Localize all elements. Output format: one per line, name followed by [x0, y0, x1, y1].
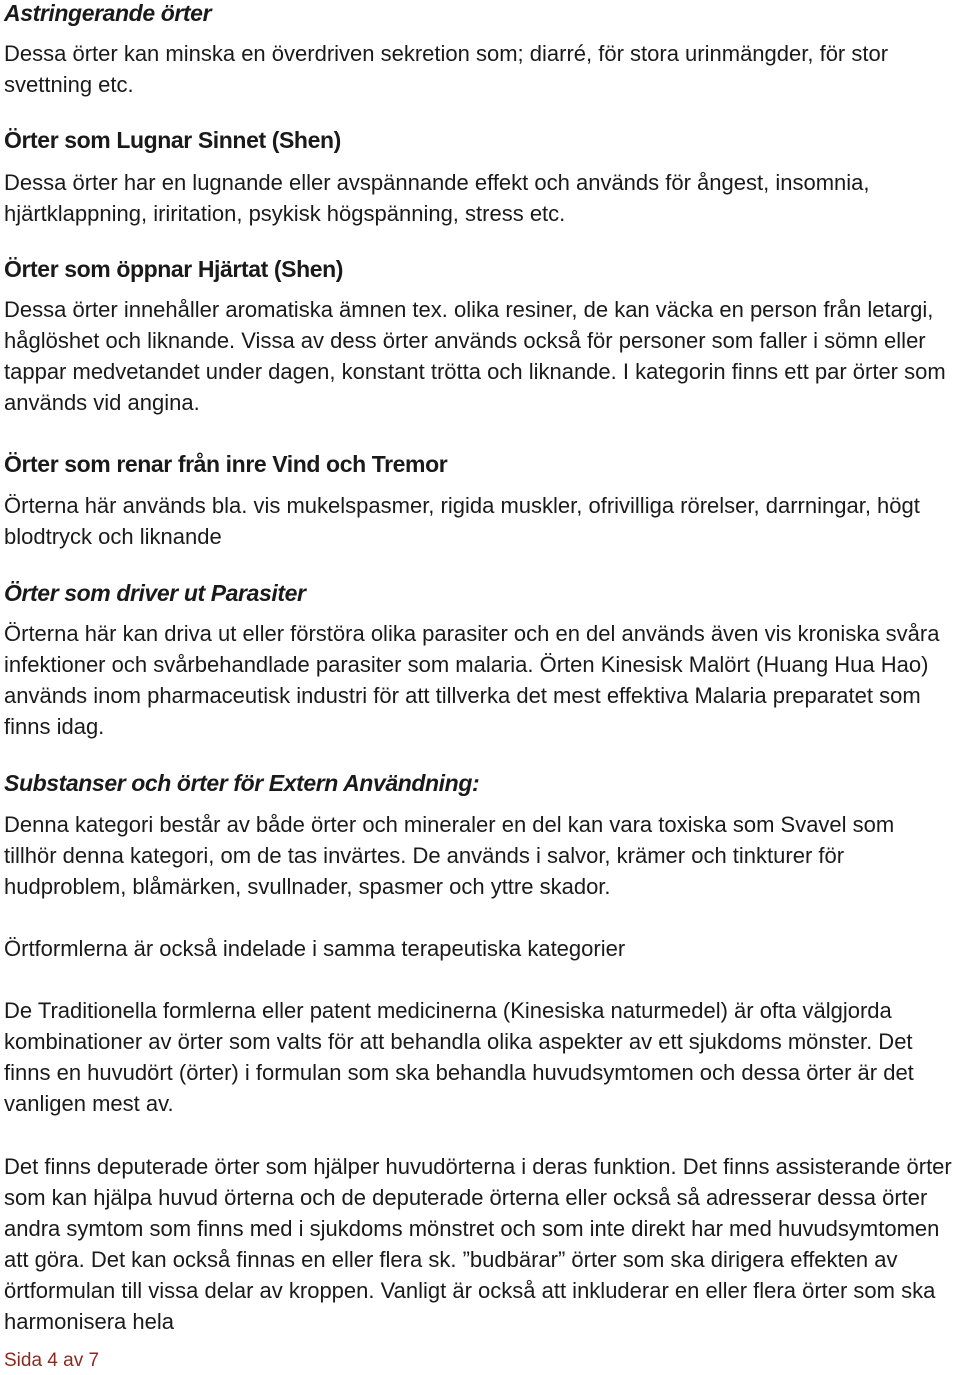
paragraph-formulas-intro: Örtformlerna är också indelade i samma terapeutiska kategorier [4, 936, 626, 961]
heading-external: Substanser och örter för Extern Användning: [4, 770, 480, 796]
paragraph-parasites: Örterna här kan driva ut eller förstöra olika parasiter och en del används även vis kroniska svåra infektioner och svårbehandlade parasiter som malaria. Örten Kinesisk Malört (Huang Hua Hao) används inom pharmaceutisk industri för att tillverka det mest effektiva Malaria preparatet som finns idag. [4, 621, 940, 739]
paragraph-astringent: Dessa örter kan minska en överdriven sekretion som; diarré, för stora urinmängder, för stor svettning etc. [4, 41, 889, 97]
heading-inner-wind: Örter som renar från inre Vind och Tremor [4, 451, 448, 477]
heading-astringent: Astringerande örter [4, 0, 212, 26]
paragraph-open-heart: Dessa örter innehåller aromatiska ämnen tex. olika resiner, de kan väcka en person från letargi, håglöshet och liknande. Vissa av dess örter används också för personer som faller i sömn eller tappar medvetandet under dagen, konstant trötta och liknande. I kategorin finns ett par örter som används vid angina. [4, 297, 946, 415]
heading-open-heart: Örter som öppnar Hjärtat (Shen) [4, 256, 344, 282]
heading-parasites: Örter som driver ut Parasiter [4, 580, 306, 606]
paragraph-deputies: Det finns deputerade örter som hjälper huvudörterna i deras funktion. Det finns assisterande örter som kan hjälpa huvud örterna och de deputerade örterna eller också så adresserar dessa örter andra symtom som finns med i sjukdoms mönstret och som inte direkt har med huvudsymtomen att göra. Det kan också finnas en eller flera sk. ”budbärar” örter som ska dirigera effekten av örtformulan till vissa delar av kroppen. Vanligt är också att inkluderar en eller flera örter som ska harmonisera hela [4, 1154, 952, 1334]
heading-calm-mind: Örter som Lugnar Sinnet (Shen) [4, 127, 341, 153]
paragraph-external: Denna kategori består av både örter och mineraler en del kan vara toxiska som Svavel som tillhör denna kategori, om de tas invärtes. De används i salvor, krämer och tinkturer för hudproblem, blåmärken, svullnader, spasmer och yttre skador. [4, 812, 895, 899]
paragraph-traditional: De Traditionella formlerna eller patent medicinerna (Kinesiska naturmedel) är ofta välgjorda kombinationer av örter som valts för att behandla olika aspekter av ett sjukdoms mönster. Det finns en huvudört (örter) i formulan som ska behandla huvudsymtomen och dessa örter är det vanligen mest av. [4, 998, 914, 1116]
paragraph-inner-wind: Örterna här används bla. vis mukelspasmer, rigida muskler, ofrivilliga rörelser, darrningar, högt blodtryck och liknande [4, 493, 920, 549]
paragraph-calm-mind: Dessa örter har en lugnande eller avspännande effekt och används för ångest, insomnia, hjärtklappning, iriritation, psykisk högspänning, stress etc. [4, 170, 870, 226]
page-number: Sida 4 av 7 [4, 1350, 100, 1371]
